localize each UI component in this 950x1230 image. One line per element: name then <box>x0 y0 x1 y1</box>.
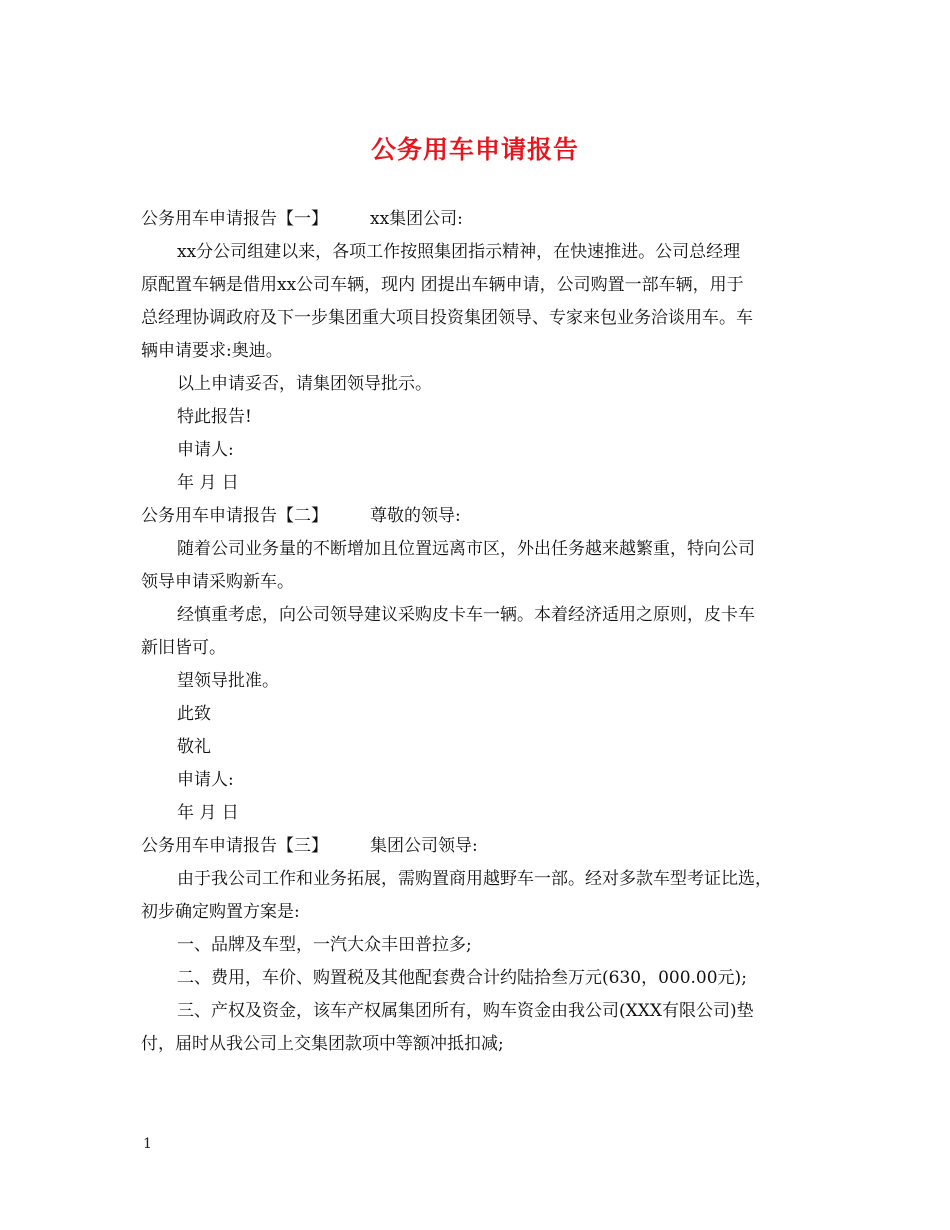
section-heading: 公务用车申请报告【二】 <box>141 506 328 526</box>
paragraph-line: 付，届时从我公司上交集团款项中等额冲抵扣减; <box>141 1034 504 1054</box>
section-heading: 公务用车申请报告【一】 <box>141 209 328 229</box>
section-addressee: 尊敬的领导: <box>370 506 461 526</box>
paragraph-line: 辆申请要求:奥迪。 <box>141 341 283 361</box>
paragraph-line: 经慎重考虑，向公司领导建议采购皮卡车一辆。本着经济适用之原则，皮卡车 <box>177 605 755 625</box>
paragraph-line: 一、品牌及车型，一汽大众丰田普拉多; <box>177 935 472 955</box>
section-addressee: 集团公司领导: <box>370 836 478 856</box>
paragraph-line: 敬礼 <box>177 737 211 757</box>
section-heading-line <box>141 830 826 863</box>
paragraph-line: 以上申请妥否，请集团领导批示。 <box>177 374 432 394</box>
paragraph-line: 申请人: <box>177 770 234 790</box>
document-title: 公务用车申请报告 <box>370 135 579 164</box>
paragraph-line: 新旧皆可。 <box>141 638 226 658</box>
paragraph-line: 申请人: <box>177 440 234 460</box>
document-body <box>141 203 826 1061</box>
paragraph-line: 原配置车辆是借用xx公司车辆，现内 团提出车辆申请，公司购置一部车辆，用于 <box>141 275 744 295</box>
paragraph-line: 初步确定购置方案是: <box>141 902 300 922</box>
section-heading: 公务用车申请报告【三】 <box>141 836 328 856</box>
section-addressee: xx集团公司: <box>370 209 463 229</box>
paragraph-line: 三、产权及资金，该车产权属集团所有，购车资金由我公司(XXX有限公司)垫 <box>177 1001 754 1021</box>
paragraph-line: 由于我公司工作和业务拓展，需购置商用越野车一部。经对多款车型考证比选， <box>177 869 772 889</box>
paragraph-line: 年 月 日 <box>177 473 239 493</box>
paragraph-line: 望领导批准。 <box>177 671 279 691</box>
paragraph-line: 此致 <box>177 704 211 724</box>
paragraph-line: 年 月 日 <box>177 803 239 823</box>
paragraph-line: xx分公司组建以来，各项工作按照集团指示精神，在快速推进。公司总经理 <box>177 242 741 262</box>
paragraph-line: 随着公司业务量的不断增加且位置远离市区，外出任务越来越繁重，特向公司 <box>177 539 755 559</box>
paragraph-line: 二、费用，车价、购置税及其他配套费合计约陆拾叁万元(630，000.00元); <box>177 968 747 988</box>
section-heading-line <box>141 500 826 533</box>
paragraph-line: 总经理协调政府及下一步集团重大项目投资集团领导、专家来包业务洽谈用车。车 <box>141 308 753 328</box>
section-heading-line <box>141 203 826 236</box>
paragraph-line: 特此报告! <box>177 407 252 427</box>
page-number: 1 <box>143 1136 152 1152</box>
paragraph-line: 领导申请采购新车。 <box>141 572 294 592</box>
